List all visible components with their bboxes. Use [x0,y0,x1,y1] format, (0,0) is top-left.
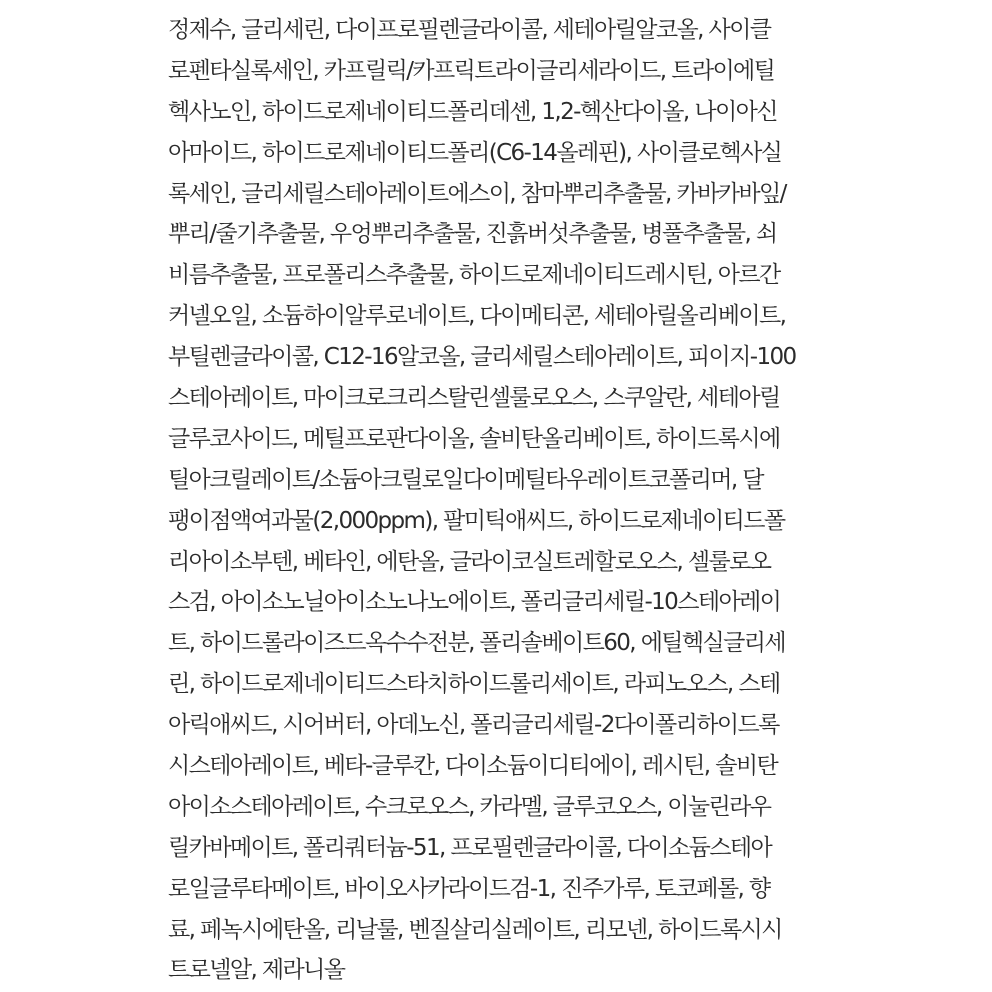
ingredient-line: 비름추출물, 프로폴리스추출물, 하이드로제네이티드레시틴, 아르간 [168,262,780,289]
ingredient-line: 료, 페녹시에탄올, 리날룰, 벤질살리실레이트, 리모넨, 하이드록시시 [168,916,782,943]
ingredient-line: 시스테아레이트, 베타-글루칸, 다이소듐이디티에이, 레시틴, 솔비탄 [168,753,778,780]
ingredient-line: 트로넬알, 제라니올 [168,957,345,984]
ingredient-line: 팽이점액여과물(2,000ppm), 팔미틱애씨드, 하이드로제네이티드폴 [168,507,785,534]
ingredient-line: 커넬오일, 소듐하이알루로네이트, 다이메티콘, 세테아릴올리베이트, [168,303,786,330]
ingredient-line: 리아이소부텐, 베타인, 에탄올, 글라이코실트레할로오스, 셀룰로오 [168,548,771,575]
ingredient-line: 릴카바메이트, 폴리쿼터늄-51, 프로필렌글라이콜, 다이소듐스테아 [168,834,772,861]
ingredient-line: 헥사노인, 하이드로제네이티드폴리데센, 1,2-헥산다이올, 나이아신 [168,98,777,125]
ingredient-line: 아릭애씨드, 시어버터, 아데노신, 폴리글리세릴-2다이폴리하이드록 [168,712,779,739]
ingredient-line: 스검, 아이소노닐아이소노나노에이트, 폴리글리세릴-10스테아레이 [168,589,781,616]
ingredient-line: 부틸렌글라이콜, C12-16알코올, 글리세릴스테아레이트, 피이지-100 [168,344,796,371]
ingredient-line: 트, 하이드롤라이즈드옥수수전분, 폴리솔베이트60, 에틸헥실글리세 [168,630,786,657]
ingredient-line: 록세인, 글리세릴스테아레이트에스이, 참마뿌리추출물, 카바카바잎/ [168,180,786,207]
ingredient-line: 아마이드, 하이드로제네이티드폴리(C6-14올레핀), 사이클로헥사실 [168,139,782,166]
ingredient-line: 뿌리/줄기추출물, 우엉뿌리추출물, 진흙버섯추출물, 병풀추출물, 쇠 [168,221,777,248]
ingredient-line: 스테아레이트, 마이크로크리스탈린셀룰로오스, 스쿠알란, 세테아릴 [168,385,780,412]
ingredient-line: 글루코사이드, 메틸프로판다이올, 솔비탄올리베이트, 하이드록시에 [168,425,780,452]
ingredient-list [168,10,828,991]
ingredient-line: 틸아크릴레이트/소듐아크릴로일다이메틸타우레이트코폴리머, 달 [168,466,763,493]
ingredient-line: 로일글루타메이트, 바이오사카라이드검-1, 진주가루, 토코페롤, 향 [168,875,770,902]
ingredient-line: 로펜타실록세인, 카프릴릭/카프릭트라이글리세라이드, 트라이에틸 [168,57,775,84]
ingredient-line: 아이소스테아레이트, 수크로오스, 카라멜, 글루코오스, 이눌린라우 [168,793,771,820]
ingredient-line: 린, 하이드로제네이티드스타치하이드롤리세이트, 라피노오스, 스테 [168,671,780,698]
ingredient-line: 정제수, 글리세린, 다이프로필렌글라이콜, 세테아릴알코올, 사이클 [168,17,771,43]
